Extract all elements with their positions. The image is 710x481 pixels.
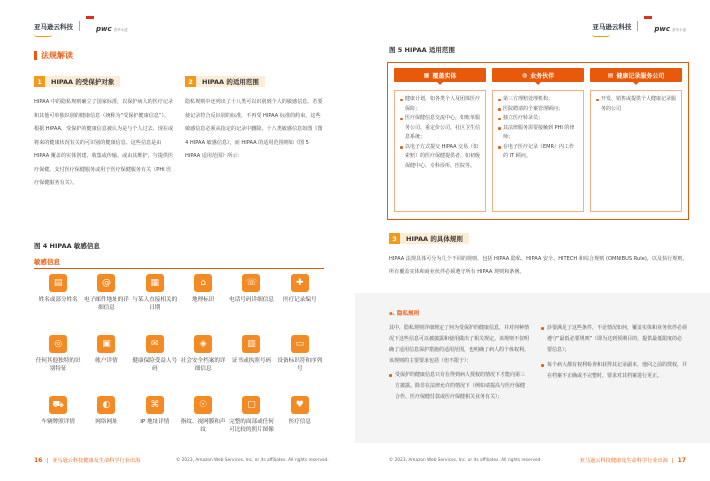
sensitive-info-label: 车辆牌照详情 (41, 419, 75, 425)
sensitive-info-label: IP 地址详情 (140, 419, 170, 425)
sensitive-info-item (34, 272, 82, 329)
certificate-icon: ▥ (242, 335, 260, 353)
scope-item: 独立医疗转录员； (498, 114, 578, 124)
scope-column-header (492, 68, 584, 82)
scope-figure (387, 62, 689, 220)
sensitive-info-label: 与某人直接相关的日期 (132, 297, 178, 311)
sensitive-info-item (34, 394, 82, 451)
sensitive-info-label: 健康保险受益人号码 (132, 358, 178, 372)
sensitive-info-label: 医疗信息 (288, 419, 311, 425)
subsection-heading-1: 1 HIPAA 的受保护对象 (34, 76, 120, 87)
subsection-heading-2: 2 HIPAA 的适用范围 (185, 76, 265, 87)
sensitive-info-label: 证书或执照号码 (231, 358, 272, 364)
sensitive-info-item (276, 272, 324, 329)
scope-item: 健康计划，如各类个人及团体医疗保险； (400, 95, 480, 114)
sensitive-info-grid (34, 272, 324, 451)
sensitive-info-label: 网络网址 (95, 419, 118, 425)
health-record-icon: ♥ (291, 396, 309, 414)
sensitive-info-item (227, 333, 275, 390)
scope-paragraph: 隐私规则中还列出了十八类可以识别到个人的敏感信息。若要使记录符合反识别的标准，不再受 HIPAA 标准的约束。这些敏感信息必须从指定的记录中删除。十八类敏感信息如图《图 4 HIPAA 敏感信息》，而 HIPAA 的适用范围则如《图 5 HIPAA 适用范围》所示： (185, 99, 323, 159)
document-icon: ▤ (607, 71, 614, 79)
privacy-rule-intro: 其中，隐私规则详细规定了何为受保护的健康信息，并对何种情况下这些信息可以被披露和使用做出了相关规定。该规则不仅明确了适用信息保护措施的适用范围，也明确了病人的个体权利。该规则的主要要求包括（但不限于）： (389, 325, 530, 364)
rules-paragraph: HIPAA 法规具体可分为几个不同的规则，包括 HIPAA 隐私、HIPAA 安全、HITECH 和综合规则 (OMNIBUS Rule)，以及执行规则。所有覆盖实体和商业伙伴必须遵守所有 HIPAA 规则和条例。 (389, 256, 688, 275)
logo-row (34, 14, 128, 37)
email-icon: @ (97, 274, 115, 292)
copyright-left: © 2023, Amazon Web Services, Inc. or its affiliates. All rights reserved. (176, 458, 329, 463)
scope-column-title: 覆盖实体 (432, 72, 457, 80)
sensitive-info-item (82, 272, 130, 329)
scope-column (492, 90, 584, 212)
sensitive-info-item (227, 272, 275, 329)
footer-left: 16 | 亚马逊云科技健康及生命科学行业出海 (34, 457, 141, 464)
fingerprint-icon: ◎ (49, 335, 67, 353)
logo-row-right (592, 14, 686, 37)
sensitive-info-label: 地理标识 (191, 297, 215, 303)
sensitive-info-item (131, 333, 179, 390)
sensitive-info-label: 电子邮件地址的详细信息 (84, 297, 129, 311)
pwc-logo: pwc 普华永道 (86, 16, 128, 35)
right-page (355, 0, 710, 481)
building-icon: ▦ (423, 71, 430, 79)
insurance-icon: ✉ (146, 335, 164, 353)
vehicle-icon: ⛟ (49, 396, 67, 414)
scope-item: 医院聘请的个案管理顾问； (498, 105, 578, 115)
sensitive-info-label: 电话号码详细信息 (229, 297, 274, 303)
aws-logo: 亚马逊云科技 (592, 14, 631, 37)
section-title: 法规解读 (34, 50, 73, 61)
scope-column-title: 健康记录服务公司 (616, 72, 665, 80)
home-icon: ⌂ (194, 274, 212, 292)
figure-5-title: 图 5 HIPAA 适用范围 (389, 46, 455, 54)
sensitive-info-item (179, 333, 227, 390)
scope-item: 医疗保健信息交流中心，如账单服务公司、重定价公司、社区卫生信息系统； (400, 114, 480, 143)
footer-right: 亚马逊云科技健康及生命科学行业出海 | 17 (579, 457, 686, 464)
medical-record-icon: ✚ (291, 274, 309, 292)
calendar-icon: ▦ (146, 274, 164, 292)
privacy-rule-bullet: 受保护的健康信息只有在得到病人授权的情况下才能向第三方披露。除非在法律允许的情况下（例如请提高与医疗保健合作、医疗保健付款或医疗保健相关业务有关）； (389, 370, 529, 403)
aws-logo: 亚马逊云科技 (34, 14, 73, 37)
sensitive-info-label: 医疗记录编号 (283, 297, 317, 303)
scope-column-title: 业务伙伴 (530, 72, 555, 80)
sensitive-info-item (276, 394, 324, 451)
sensitive-info-item (82, 333, 130, 390)
scope-item: 其法律服务需要接触到 PHI 的律师； (498, 124, 578, 143)
sensitive-info-item (131, 394, 179, 451)
sensitive-info-label: 帐户详情 (95, 358, 118, 364)
subsection-heading-3: 3 HIPAA 的具体规则 (389, 233, 469, 244)
copyright-right: © 2023, Amazon Web Services, Inc. or its affiliates. All rights reserved. (389, 458, 542, 463)
web-icon: ◐ (97, 396, 115, 414)
sensitive-info-label: 敏感信息 (34, 258, 60, 266)
sensitive-info-item (131, 272, 179, 329)
handshake-icon: ◍ (521, 71, 528, 79)
id-card-icon: ▤ (49, 274, 67, 292)
privacy-rule-bullet: 診要满足了这些条件，不论情况如何，覆盖实体和业务伙伴必须遵守“最低必要规则”（即为达到预期目的，提供最低限度的必要信息）； (541, 323, 687, 356)
sensitive-info-item (82, 394, 130, 451)
privacy-rule-right-column (541, 323, 687, 382)
scope-item: 第三方理赔处理机构； (498, 95, 578, 105)
privacy-rule-left-column (389, 323, 529, 403)
protected-objects-paragraph: HIPAA 中的隐私规则确立了国家标准，以保护病人的医疗记录和其他可单独识别的健康信息（统称为“受保护健康信息”）。根据 HIPAA，受保护的健康信息被认为是与个人过去、现在或将来的健康状况有关的可识别的健康信息。这些信息是由 HIPAA 覆盖的实体创建、收集或传输。或由其维护，与提供医疗保健、支付医疗保健服务或用于医疗保健服务有关（PHI 医疗保健服务有关）。 (34, 99, 174, 186)
sensitive-info-label: 任何其他独特的识别特征 (35, 358, 81, 372)
photo-icon: ▢ (242, 396, 260, 414)
sensitive-info-label: 设备标识符和序列号 (277, 358, 323, 372)
sensitive-info-label: 指纹、视网膜和声纹 (180, 419, 226, 433)
phone-icon: ☏ (242, 274, 260, 292)
sensitive-info-item (276, 333, 324, 390)
pwc-logo: pwc 普华永道 (644, 16, 686, 35)
privacy-rule-label: a. 隐私规则 (389, 311, 420, 317)
figure-4-title: 图 4 HIPAA 敏感信息 (34, 242, 100, 250)
sensitive-info-item (34, 333, 82, 390)
sensitive-info-item (179, 272, 227, 329)
biometric-icon: ☉ (194, 396, 212, 414)
scope-item: 开发、销售或提供个人健康记录服务的公司 (596, 95, 676, 114)
sensitive-info-item (227, 394, 275, 451)
scope-column (394, 90, 486, 212)
scope-column (590, 90, 682, 212)
privacy-rule-bullet: 每个病人都有权利检查和获得其记录副本，他回之前的授权，并在档案不正确或不完整时，要求对其档案进行更正。 (541, 360, 687, 382)
scope-column-header (590, 68, 682, 82)
sensitive-info-item (179, 394, 227, 451)
sensitive-info-label: 姓名或部分姓名 (38, 297, 78, 303)
scope-item: 在电子医疗记录（EMR）内工作的 IT 顾问。 (498, 143, 578, 162)
ip-icon: ⌘ (146, 396, 164, 414)
social-security-icon: ◈ (194, 335, 212, 353)
scope-item: 以电子方式提交 HIPAA 交易（如索赔）的医疗保健提供者，如初级保健中心、专科诊所、医院等。 (400, 143, 480, 172)
sensitive-info-label: 社会安全档案的详细信息 (180, 358, 226, 372)
account-icon: ▣ (97, 335, 115, 353)
sensitive-info-label: 完整的面部或任何可比较的照片图像 (229, 419, 274, 433)
scope-column-header (394, 68, 486, 82)
device-icon: ▭ (291, 335, 309, 353)
